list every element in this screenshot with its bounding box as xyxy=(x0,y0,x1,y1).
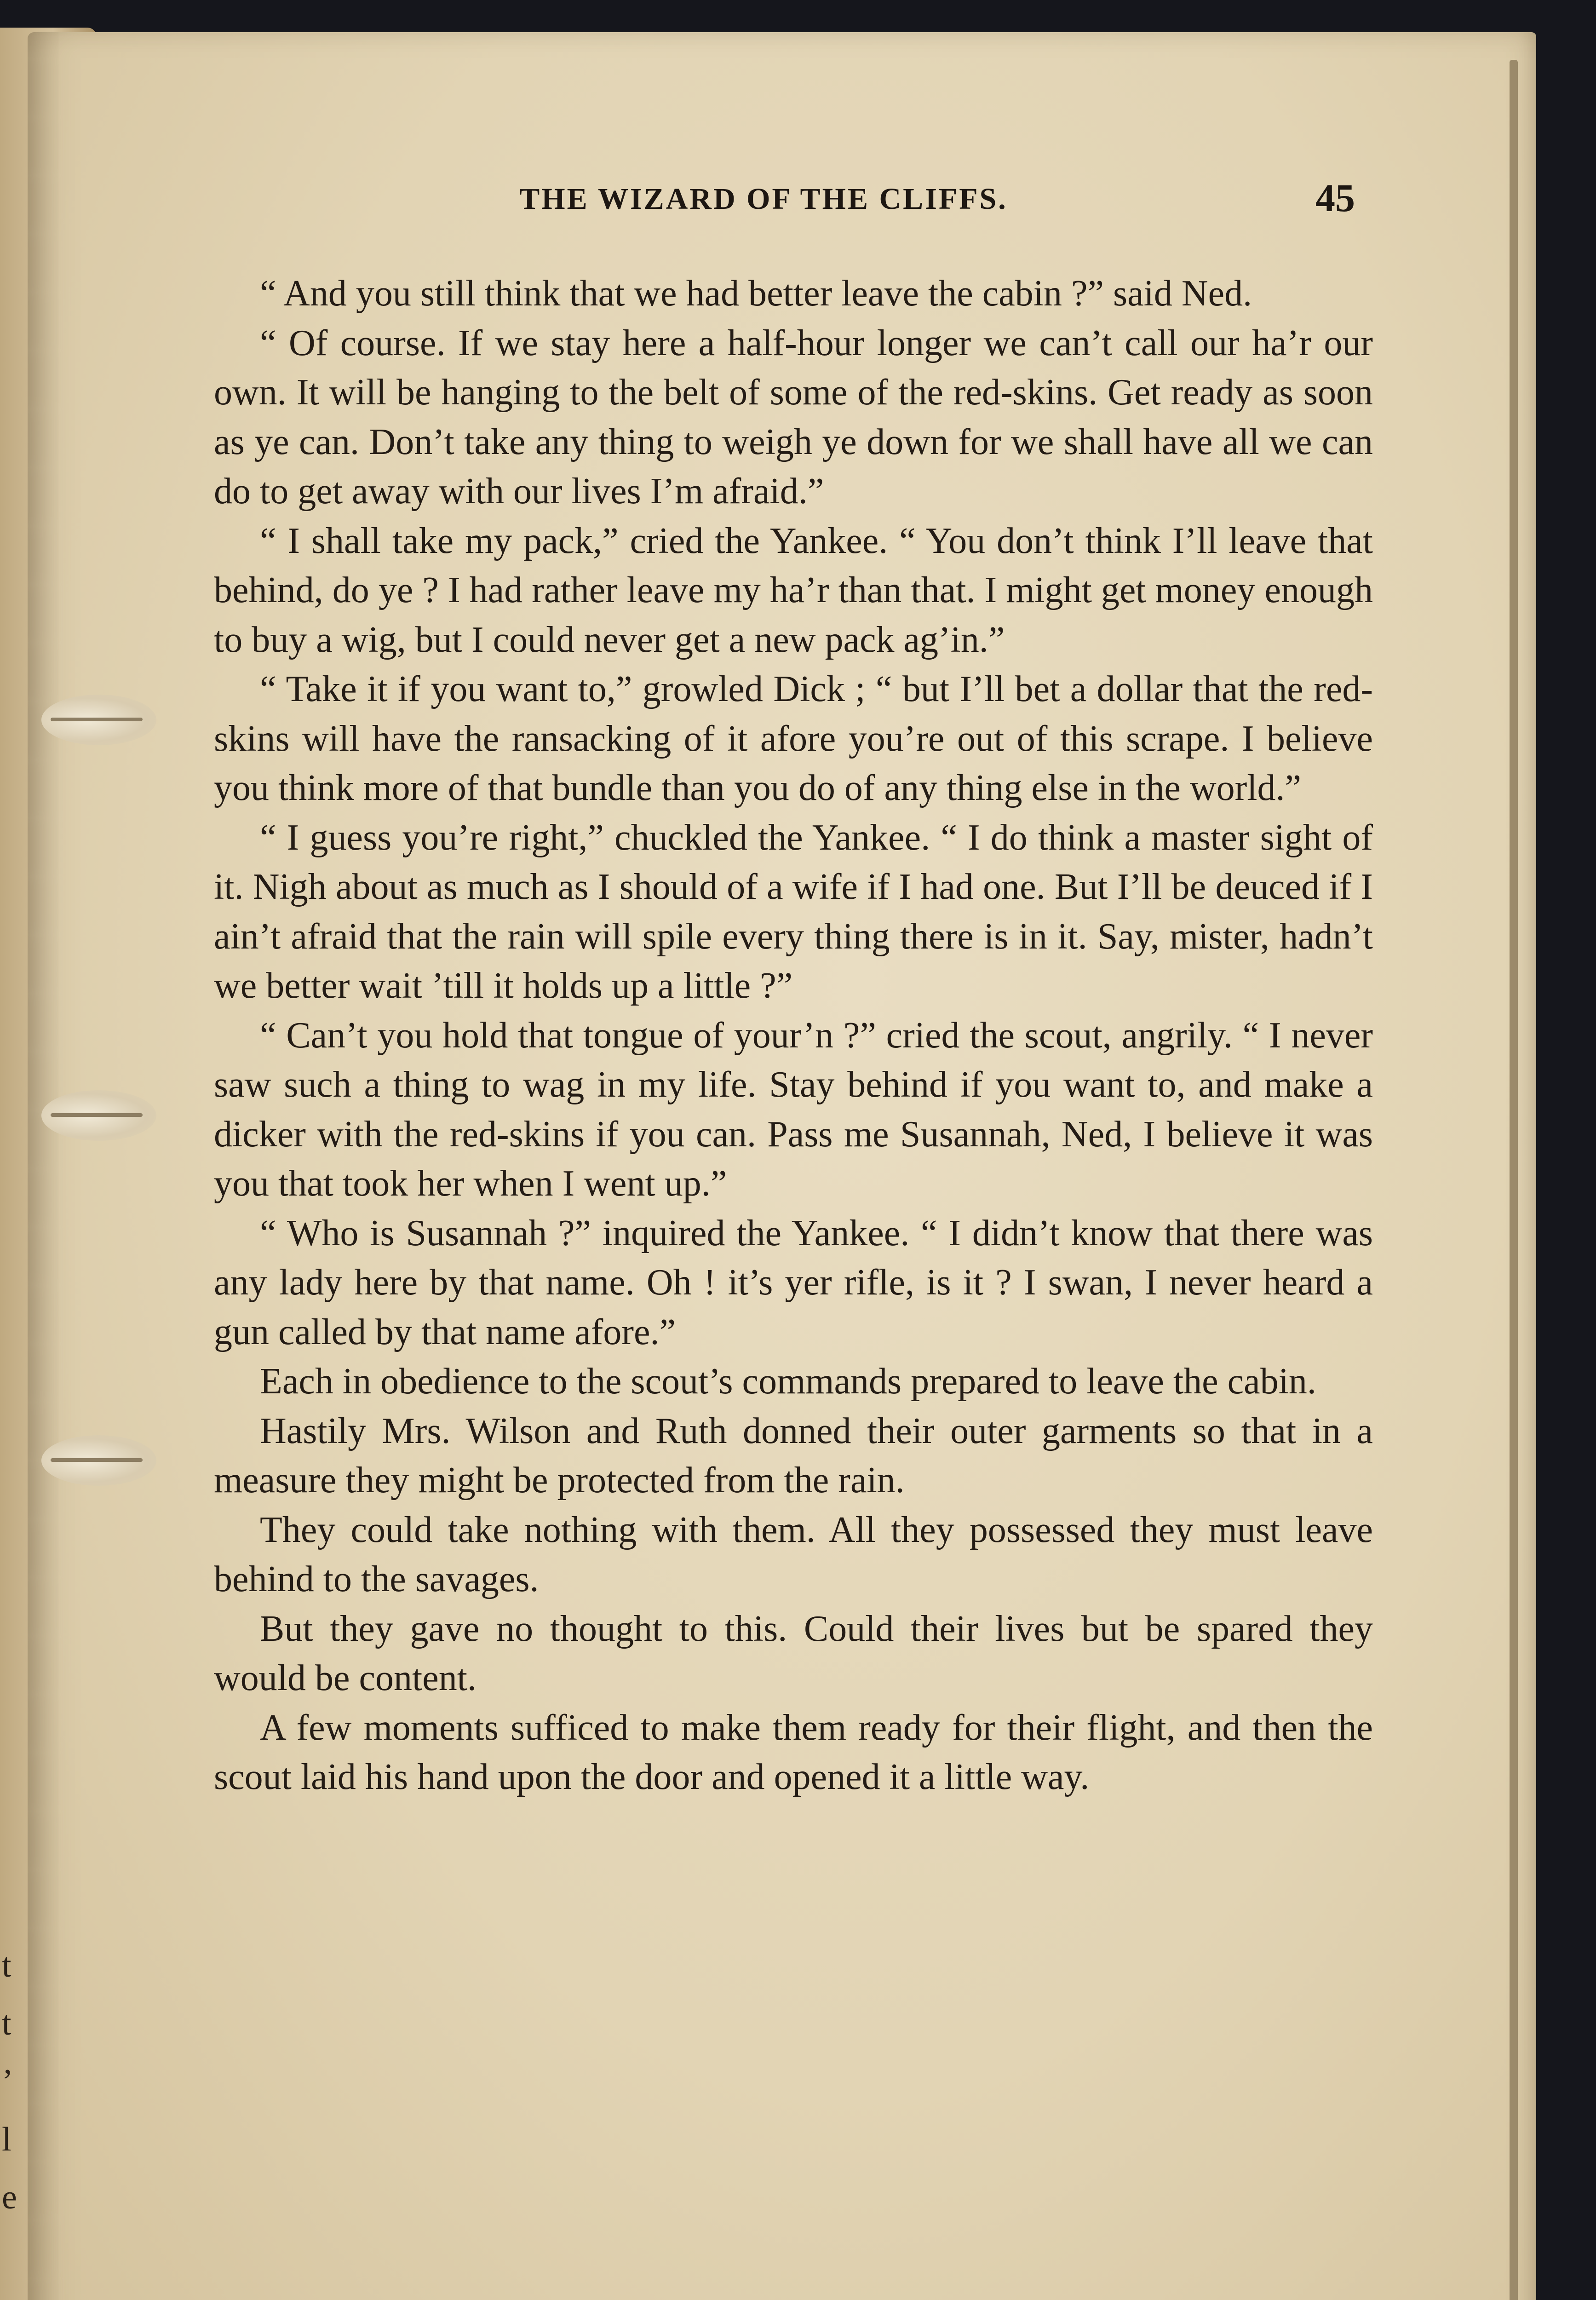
paragraph: They could take nothing with them. All they possessed they must leave behind to the savages. xyxy=(214,1509,1373,1599)
page-number: 45 xyxy=(1315,176,1355,220)
paragraph: “ And you still think that we had better leave the cabin ?” said Ned. xyxy=(260,273,1252,314)
paragraph: “ Can’t you hold that tongue of your’n ?” cried the scout, angrily. “ I never saw such a thing to wag in my life. Stay behind if you want to, and make a dicker with the red-skins if you can. Pass me Susannah, Ned, I believe it was you that took her when I went up.” xyxy=(214,1015,1373,1204)
fragment: t xyxy=(2,2005,11,2042)
book-page xyxy=(28,32,1536,2300)
paragraph: “ I guess you’re right,” chuckled the Yankee. “ I do think a master sight of it. Nigh about as much as I should of a wife if I had one. But I’ll be deuced if I ain’t afraid that the rain will spile every thing there is in it. Say, mister, hadn’t we better wait ’till it holds up a little ?” xyxy=(214,817,1373,1006)
paragraph: “ I shall take my pack,” cried the Yankee. “ You don’t think I’ll leave that behind, do ye ? I had rather leave my ha’r than that. I might get money enough to buy a wig, but I could never get a new pack ag’in.” xyxy=(214,520,1373,660)
fragment: t xyxy=(2,1947,11,1984)
paragraph: But they gave no thought to this. Could their lives but be spared they would be content. xyxy=(214,1608,1373,1698)
paragraph: Hastily Mrs. Wilson and Ruth donned their outer garments so that in a measure they might be protected from the rain. xyxy=(214,1410,1373,1501)
paragraph: A few moments sufficed to make them ready for their flight, and then the scout laid his hand upon the door and opened it a little way. xyxy=(214,1707,1373,1797)
body-text xyxy=(214,269,1373,1802)
page-edge-shadow xyxy=(1510,60,1518,2300)
fragment: ’ xyxy=(2,2063,13,2100)
paragraph: “ Of course. If we stay here a half-hour longer we can’t call our ha’r our own. It will be hanging to the belt of some of the red-skins. Get ready as soon as ye can. Don’t take any thing to weigh ye down for we shall have all we can do to get away with our lives I’m afraid.” xyxy=(214,322,1373,512)
paragraph: Each in obedience to the scout’s commands prepared to leave the cabin. xyxy=(260,1361,1316,1402)
fragment: e xyxy=(2,2179,17,2216)
binding-stitch-icon xyxy=(41,695,156,745)
binding-stitch-icon xyxy=(41,1435,156,1486)
paragraph: “ Who is Susannah ?” inquired the Yankee. “ I didn’t know that there was any lady here by that name. Oh ! it’s yer rifle, is it ? I swan, I never heard a gun called by that name afore.” xyxy=(214,1213,1373,1352)
paragraph: “ Take it if you want to,” growled Dick ; “ but I’ll bet a dollar that the red-skins will have the ransacking of it afore you’re out of this scrape. I believe you think more of that bundle than you do of any thing else in the world.” xyxy=(214,669,1373,808)
binding-stitch-icon xyxy=(41,1090,156,1141)
fragment: l xyxy=(2,2121,11,2158)
previous-page-text-fragments xyxy=(2,1937,20,2226)
running-head: THE WIZARD OF THE CLIFFS. xyxy=(519,182,1008,216)
